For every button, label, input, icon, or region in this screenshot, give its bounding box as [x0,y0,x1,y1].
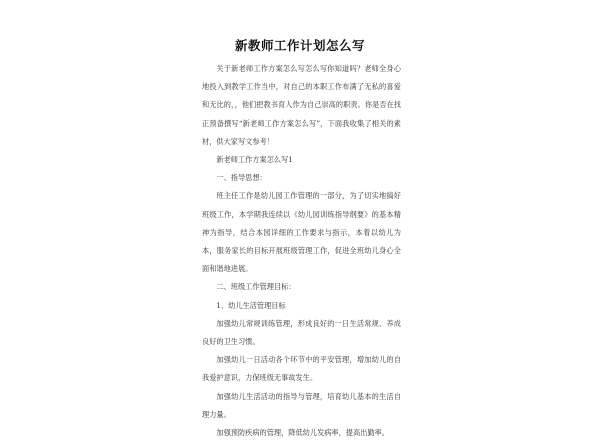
goal-item: 加强幼儿一日活动各个环节中的平安管理，增加幼儿的自我爱护意识，力保班级无事故发生。 [202,355,401,383]
document-title: 新教师工作计划怎么写 [234,38,365,53]
section-paragraph-guiding-thought: 班主任工作是幼儿园工作管理的一部分，为了切实地搞好班级工作，本学期我连续以《幼儿园训练指导纲要》的基本精神为指导，结合本园详细的工作要求与指示，本着以幼儿为本，服务家长的目标开展班级管理工作，促进全班幼儿身心全面和谐地进展。 [202,191,401,274]
document-body [202,60,401,442]
goal-item: 加强幼儿常规训练管理，形成良好的一日生活常规、养成良好的卫生习惯。 [202,318,401,347]
section-heading-guiding-thought: 一、指导思想： [216,173,267,183]
section-heading-management-goals: 二、班级工作管理目标： [216,282,296,292]
subsection-heading-life-management: 1、幼儿生活管理目标 [216,300,286,310]
intro-paragraph: 关于新老师工作方案怎么写怎么写你知道吗？老师全身心地投入到教学工作当中，对自己的本职工作布满了无私的喜爱和无比的，，他们把教书育人作为自己崇高的职责。你是否在找正预备撰写“新老师工作方案怎么写”，下面我收集了相关的素材，供大家写文参考！ [202,64,401,146]
goal-item-partial: 加强预防疾病的管理，降低幼儿发病率，提高出勤率。 [216,428,389,438]
plan-subtitle: 新老师工作方案怎么写1 [216,155,293,165]
goal-item: 加强幼儿生活活动的指导与管理，培育幼儿基本的生活自理力量。 [202,391,401,419]
